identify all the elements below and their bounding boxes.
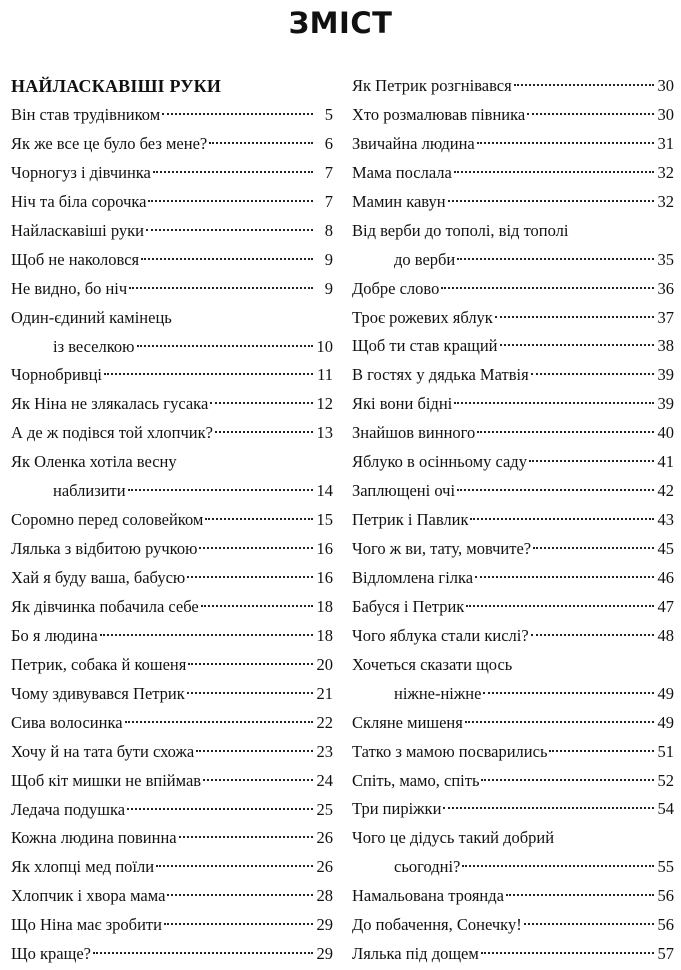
toc-entry-line [352, 477, 674, 506]
toc-entry-line [352, 130, 674, 159]
toc-entry-title: Мама послала [352, 162, 452, 182]
toc-entry-line [11, 419, 333, 448]
toc-entry-title: Троє рожевих яблук [352, 307, 493, 327]
toc-entry-title: Чому здивувався Петрик [11, 683, 185, 703]
toc-entry-title: Як хлопці мед поїли [11, 857, 155, 877]
toc-page-number: 30 [657, 76, 674, 95]
dot-leader [203, 779, 313, 781]
dot-leader [141, 258, 313, 260]
toc-entry-line [11, 680, 333, 709]
dot-leader [156, 865, 313, 867]
toc-entry-line [352, 940, 674, 969]
toc-entry-title: Що краще? [11, 944, 91, 964]
toc-entry [11, 709, 333, 738]
toc-entry-line [352, 651, 674, 680]
toc-entry-line [11, 506, 333, 535]
toc-page-number: 32 [657, 191, 674, 211]
toc-entry [11, 622, 333, 651]
toc-entry-line [11, 390, 333, 419]
toc-entry-line [352, 564, 674, 593]
toc-entry-title: Він став трудівником [11, 105, 161, 124]
toc-entry [11, 130, 333, 159]
toc-entry-title: Як Оленка хотіла весну [11, 452, 177, 472]
toc-entry-line [11, 159, 333, 188]
dot-leader [164, 923, 313, 925]
toc-entry-title: Щоб не наколовся [11, 249, 140, 269]
section-heading: НАЙЛАСКАВІШІ РУКИ [11, 76, 222, 96]
toc-entry-line [352, 882, 674, 911]
dot-leader [93, 952, 313, 954]
toc-page-number: 26 [316, 857, 333, 877]
toc-entry-title: До побачення, Сонечку! [352, 915, 522, 935]
toc-entry-title: Бо я людина [11, 625, 98, 645]
toc-entry-title: Спіть, мамо, спіть [352, 770, 480, 790]
toc-page-number: 14 [316, 481, 333, 501]
toc-entry-line [352, 911, 674, 940]
toc-entry-line [11, 535, 333, 564]
toc-entry-title: Лялька під дощем [352, 944, 479, 964]
toc-entry [11, 593, 333, 622]
toc-entry [11, 651, 333, 680]
toc-page-number: 32 [657, 162, 674, 182]
toc-page-number: 49 [657, 683, 674, 703]
toc-page-number: 56 [657, 886, 674, 906]
toc-entry-title: Щоб ти став кращий [352, 336, 498, 356]
toc-page-number: 13 [316, 423, 333, 443]
toc-entry-title: Намальована троянда [352, 886, 504, 906]
toc-page-number: 51 [657, 741, 674, 761]
toc-entry [352, 188, 674, 217]
toc-entry-line [352, 593, 674, 622]
toc-page-number: 57 [657, 944, 674, 964]
toc-entry-line [352, 738, 674, 767]
toc-page-number: 49 [657, 712, 674, 732]
toc-entry-line [11, 448, 333, 477]
toc-column-right [352, 72, 674, 969]
toc-entry-line [352, 332, 674, 361]
toc-page-number: 22 [316, 712, 333, 732]
toc-entry-title: Петрик і Павлик [352, 510, 469, 530]
toc-entry-line [352, 217, 674, 246]
toc-entry [352, 535, 674, 564]
toc-entry-line [11, 361, 333, 390]
toc-entry [352, 622, 674, 651]
toc-entry-line [11, 940, 333, 969]
toc-entry-title: Які вони бідні [352, 394, 453, 414]
dot-leader [481, 952, 654, 954]
toc-page-number: 12 [316, 394, 333, 414]
toc-entry [352, 940, 674, 969]
dot-leader [205, 518, 313, 520]
dot-leader [209, 142, 313, 144]
toc-entry-title: Хлопчик і хвора мама [11, 886, 166, 906]
toc-entry [11, 390, 333, 419]
dot-leader [188, 663, 313, 665]
toc-entry [352, 332, 674, 361]
dot-leader [475, 576, 654, 578]
toc-entry-line [11, 217, 333, 246]
dot-leader [457, 258, 654, 260]
toc-entry-title: Добре слово [352, 278, 440, 298]
toc-page-number: 8 [324, 220, 333, 240]
toc-entry-line [11, 275, 333, 304]
dot-leader [199, 547, 313, 549]
toc-entry [11, 680, 333, 709]
dot-leader [529, 460, 654, 462]
toc-entry-line [11, 101, 333, 130]
dot-leader [506, 894, 654, 896]
toc-entry-title: Лялька з відбитою ручкою [11, 539, 198, 559]
toc-page-number: 9 [324, 278, 333, 298]
toc-page-number: 6 [324, 133, 333, 153]
dot-leader [454, 171, 654, 173]
toc-page-number: 18 [316, 596, 333, 616]
dot-leader [524, 923, 654, 925]
toc-entry-title: Чого ж ви, тату, мовчите? [352, 539, 532, 558]
toc-entry-line [352, 72, 674, 101]
toc-entry [11, 419, 333, 448]
toc-entry-title: Щоб кіт мишки не впіймав [11, 770, 202, 790]
toc-entry-line [352, 159, 674, 188]
toc-page-number: 36 [657, 278, 674, 298]
toc-entry-title: Знайшов винного [352, 423, 476, 443]
toc-entry-line [11, 188, 333, 217]
toc-entry-title: Заплющені очі [352, 481, 456, 501]
toc-entry-line [11, 593, 333, 622]
toc-entry-title: Найласкавіші руки [11, 220, 144, 240]
toc-entry-line [11, 564, 333, 593]
toc-entry-line [352, 535, 674, 564]
dot-leader [125, 721, 313, 723]
toc-entry-title: Як Ніна не злякалась гусака [11, 394, 209, 414]
toc-entry-line [352, 390, 674, 419]
dot-leader [466, 605, 654, 607]
toc-entry [352, 130, 674, 159]
toc-page-number: 29 [316, 944, 333, 964]
toc-page-number: 48 [657, 625, 674, 645]
toc-page-number: 47 [657, 596, 674, 616]
toc-entry [352, 477, 674, 506]
toc-entry [11, 824, 333, 853]
dot-leader [187, 692, 313, 694]
toc-entry-line [11, 333, 333, 362]
toc-entry-title: Мамин кавун [352, 191, 446, 211]
toc-entry [11, 940, 333, 969]
toc-entry-title: Хто розмалював півника [352, 104, 526, 124]
toc-entry-title: Петрик, собака й кошеня [11, 654, 187, 674]
toc-entry-title: Від верби до тополі, від тополі [352, 220, 569, 240]
toc-page-number: 5 [324, 105, 333, 124]
dot-leader [514, 84, 654, 86]
toc-entry-title: Не видно, бо ніч [11, 278, 128, 298]
dot-leader [137, 345, 314, 347]
toc-entry-title: А де ж подівся той хлопчик? [11, 423, 213, 443]
dot-leader [104, 373, 313, 375]
toc-entry [11, 361, 333, 390]
toc-entry [11, 159, 333, 188]
dot-leader [201, 605, 313, 607]
toc-page-number: 54 [657, 799, 674, 819]
dot-leader [196, 750, 313, 752]
toc-entry-title: Хочу й на тата бути схожа [11, 741, 195, 761]
toc-entry [352, 651, 674, 709]
toc-page-number: 9 [324, 249, 333, 269]
toc-page-number: 16 [316, 539, 333, 559]
toc-entry-line [352, 246, 674, 275]
toc-entry [352, 419, 674, 448]
toc-page-number: 38 [657, 336, 674, 356]
dot-leader [215, 431, 313, 433]
toc-entry [11, 882, 333, 911]
toc-entry [352, 564, 674, 593]
toc-page-number: 52 [657, 770, 674, 790]
toc-entry [352, 767, 674, 796]
dot-leader [146, 229, 313, 231]
dot-leader [443, 807, 654, 809]
toc-entry [352, 72, 674, 101]
toc-entry [11, 448, 333, 506]
toc-entry-line [11, 246, 333, 275]
toc-entry-line [352, 275, 674, 304]
toc-page-number: 26 [316, 828, 333, 848]
toc-entry [11, 911, 333, 940]
toc-entry-title: Сива волосинка [11, 712, 123, 732]
toc-entry-title: Як же все це було без мене? [11, 133, 208, 153]
toc-entry [352, 448, 674, 477]
toc-entry-line [11, 824, 333, 853]
toc-page-number: 21 [316, 683, 333, 703]
toc-page-number: 37 [657, 307, 674, 327]
toc-page-number: 55 [657, 857, 674, 877]
toc-entry-title: Як Петрик розгнівався [352, 76, 512, 95]
dot-leader [531, 373, 654, 375]
dot-leader [179, 836, 313, 838]
toc-entry [11, 188, 333, 217]
toc-entry-line [11, 911, 333, 940]
toc-page-number: 42 [657, 481, 674, 501]
toc-entry-title: Соромно перед соловейком [11, 510, 204, 530]
toc-entry-title: Чого це дідусь такий добрий [352, 828, 555, 848]
toc-entry-line [352, 795, 674, 824]
dot-leader [162, 113, 313, 115]
toc-entry-title: Чого яблука стали кислі? [352, 625, 529, 645]
dot-leader [100, 634, 313, 636]
toc-entry [11, 853, 333, 882]
toc-page-number: 31 [657, 133, 674, 153]
toc-entry-title: Чорнобривці [11, 365, 102, 385]
toc-entry-title: наблизити [53, 481, 126, 501]
dot-leader [527, 113, 654, 115]
toc-entry [352, 593, 674, 622]
toc-page-number: 39 [657, 394, 674, 414]
toc-page-number: 24 [316, 770, 333, 790]
toc-page-number: 16 [316, 568, 333, 587]
toc-entry [352, 882, 674, 911]
toc-column-left [11, 72, 333, 969]
toc-entry-title: Татко з мамою посварились [352, 741, 548, 761]
toc-entry-title: Скляне мишеня [352, 712, 463, 732]
toc-entry-line [11, 853, 333, 882]
dot-leader [129, 287, 313, 289]
dot-leader [470, 518, 654, 520]
dot-leader [448, 200, 654, 202]
toc-entry-line [11, 767, 333, 796]
toc-page-number: 7 [324, 191, 333, 211]
toc-entry [352, 159, 674, 188]
toc-entry-line [352, 506, 674, 535]
toc-page-number: 25 [316, 799, 333, 819]
toc-entry [352, 795, 674, 824]
dot-leader [531, 634, 654, 636]
toc-entry-line [352, 622, 674, 651]
toc-entry [11, 506, 333, 535]
toc-entry [352, 361, 674, 390]
toc-page-number: 23 [316, 741, 333, 761]
toc-entry-title: Три пиріжки [352, 799, 442, 819]
toc-entry-title: Як дівчинка побачила себе [11, 596, 199, 616]
dot-leader [128, 489, 313, 491]
dot-leader [167, 894, 313, 896]
toc-entry-line [352, 709, 674, 738]
toc-entry-line [11, 477, 333, 506]
toc-page-number: 11 [317, 365, 333, 385]
dot-leader [454, 402, 654, 404]
toc-entry [11, 275, 333, 304]
dot-leader [533, 547, 654, 549]
toc-page-number: 35 [657, 249, 674, 269]
toc-page-number: 43 [657, 510, 674, 530]
toc-page-number: 39 [657, 365, 674, 385]
toc-entry-line [11, 738, 333, 767]
toc-entry-title: Хочеться сказати щось [352, 654, 513, 674]
dot-leader [549, 750, 654, 752]
dot-leader [477, 431, 654, 433]
toc-entry [352, 217, 674, 275]
dot-leader [483, 692, 654, 694]
toc-entry-title: Бабуся і Петрик [352, 596, 465, 616]
toc-entry [11, 564, 333, 593]
toc-entry-line [11, 130, 333, 159]
dot-leader [465, 721, 654, 723]
toc-entry-title: Хай я буду ваша, бабусю [11, 568, 186, 587]
toc-entry-line [352, 101, 674, 130]
toc-entry-line [352, 824, 674, 853]
toc-entry-line [352, 361, 674, 390]
toc-entry-line [11, 622, 333, 651]
toc-page-number: 41 [657, 452, 674, 472]
toc-entry-title: Що Ніна має зробити [11, 915, 162, 935]
dot-leader [481, 779, 654, 781]
toc-entry [352, 390, 674, 419]
toc-page-number: 15 [316, 510, 333, 530]
toc-page-number: 10 [316, 336, 333, 356]
toc-entry-title: Ніч та біла сорочка [11, 191, 147, 211]
toc-page-number: 18 [316, 625, 333, 645]
toc-entry-title: Кожна людина повинна [11, 828, 177, 848]
toc-page-number: 28 [316, 886, 333, 906]
toc-entry-title: Ледача подушка [11, 799, 126, 819]
toc-entry [352, 506, 674, 535]
toc-entry-line [352, 419, 674, 448]
toc-entry-title: до верби [394, 249, 456, 269]
toc-entry-title: сьогодні? [394, 857, 461, 877]
toc-page-number: 29 [316, 915, 333, 935]
toc-entry-line [11, 651, 333, 680]
toc-entry-line [11, 709, 333, 738]
toc-entry-title: Чорногуз і дівчинка [11, 162, 151, 182]
dot-leader [148, 200, 313, 202]
dot-leader [500, 344, 654, 346]
toc-entry-title: із веселкою [53, 336, 135, 356]
toc-entry-title: ніжне-ніжне [394, 683, 482, 703]
toc-entry [11, 796, 333, 825]
toc-entry [352, 911, 674, 940]
toc-entry [11, 304, 333, 362]
toc-entry-line [11, 882, 333, 911]
dot-leader [153, 171, 313, 173]
toc-entry-title: Один-єдиний камінець [11, 307, 172, 327]
toc-entry [352, 824, 674, 882]
toc-entry [352, 101, 674, 130]
toc-entry [11, 738, 333, 767]
toc-page-number: 7 [324, 162, 333, 182]
toc-entry [11, 535, 333, 564]
toc-entry [352, 304, 674, 333]
toc-entry-line [352, 853, 674, 882]
toc-entry-title: Звичайна людина [352, 133, 475, 153]
toc-entry-line [11, 304, 333, 333]
toc-entry-line [11, 796, 333, 825]
toc-entry [11, 246, 333, 275]
dot-leader [441, 287, 654, 289]
toc-entry-line [352, 188, 674, 217]
dot-leader [477, 142, 654, 144]
toc-page-number: 56 [657, 915, 674, 935]
dot-leader [457, 489, 654, 491]
toc-entry-title: В гостях у дядька Матвія [352, 365, 529, 385]
toc-entry [352, 275, 674, 304]
toc-page-number: 30 [657, 104, 674, 124]
dot-leader [187, 576, 313, 578]
toc-entry [11, 217, 333, 246]
toc-entry [352, 738, 674, 767]
dot-leader [127, 808, 313, 810]
dot-leader [462, 865, 654, 867]
dot-leader [495, 316, 654, 318]
toc-entry-line [352, 767, 674, 796]
toc-entry-line [352, 680, 674, 709]
toc-entry [352, 709, 674, 738]
toc-entry-title: Відломлена гілка [352, 567, 474, 587]
toc-entry-title: Яблуко в осінньому саду [352, 452, 527, 472]
page-title: ЗМІСТ [288, 6, 393, 40]
dot-leader [210, 402, 313, 404]
toc-entry [11, 767, 333, 796]
toc-entry [11, 101, 333, 130]
toc-entry-line [352, 304, 674, 333]
toc-entry-line [352, 448, 674, 477]
toc-page-number: 45 [657, 539, 674, 558]
toc-page-number: 20 [316, 654, 333, 674]
toc-page-number: 46 [657, 567, 674, 587]
toc-page-number: 40 [657, 423, 674, 443]
